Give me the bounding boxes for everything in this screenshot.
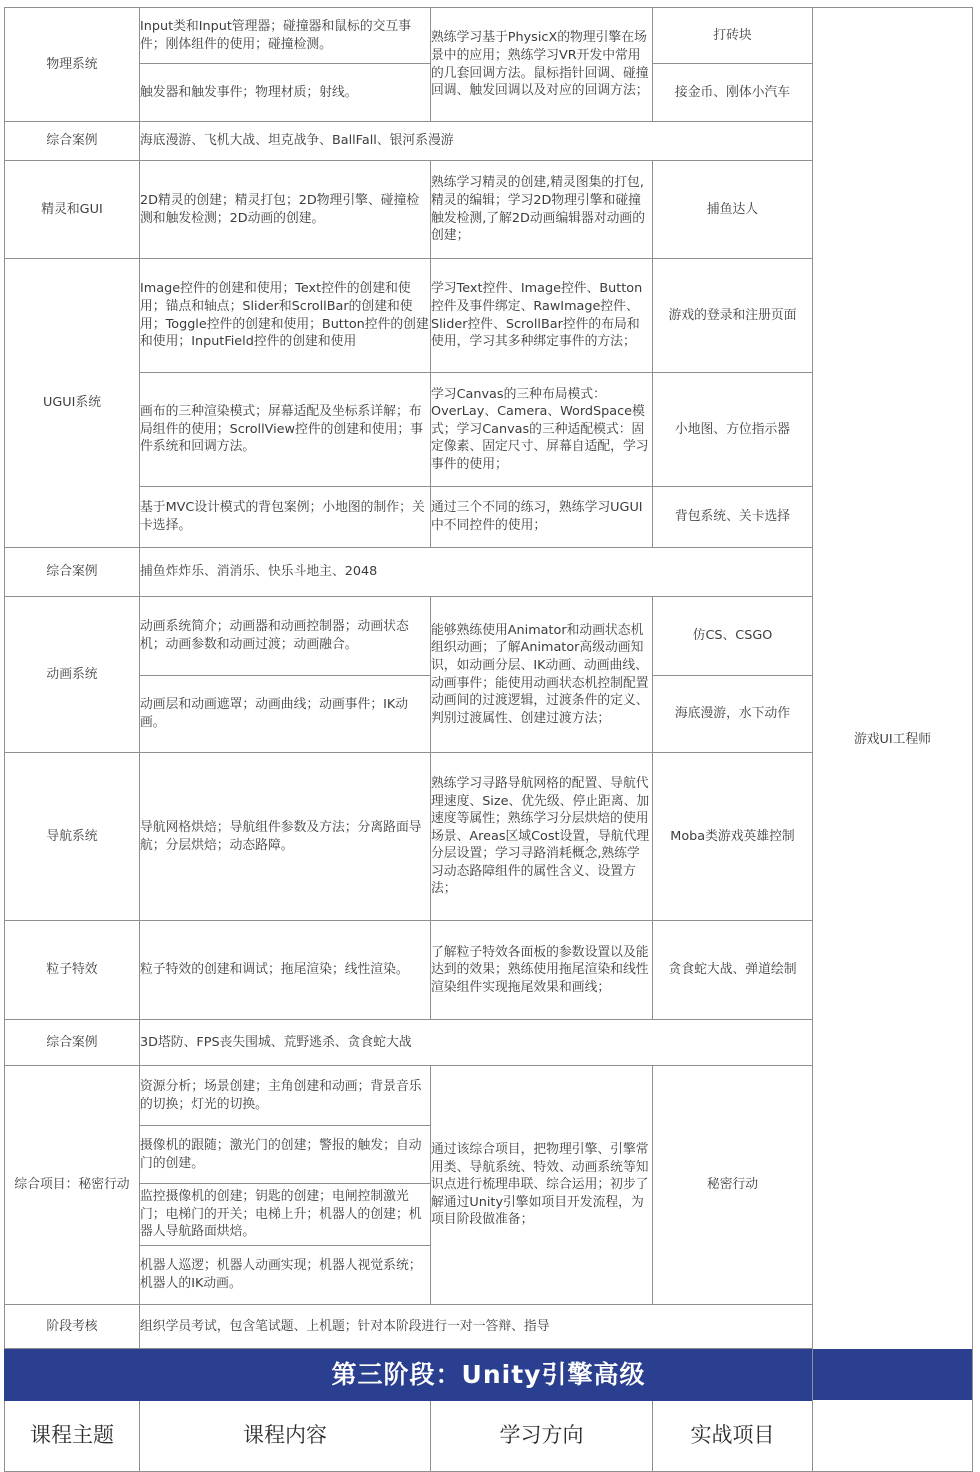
content-physics-a: Input类和Input管理器；碰撞器和鼠标的交互事件；刚体组件的使用；碰撞检测。 (140, 8, 431, 64)
phase-title: 第三阶段：Unity引擎高级 (5, 1349, 973, 1401)
content-animation-b: 动画层和动画遮罩；动画曲线；动画事件；IK动画。 (140, 676, 431, 753)
topic-sprite-gui: 精灵和GUI (5, 161, 140, 259)
topic-secret-op: 综合项目：秘密行动 (5, 1066, 140, 1305)
content-ugui-b: 画布的三种渲染模式；屏幕适配及坐标系详解；布局组件的使用；ScrollView控件的创建和使用；事件系统和回调方法。 (140, 373, 431, 487)
direction-particle: 了解粒子特效各面板的参数设置以及能达到的效果；熟练使用拖尾渲染和线性渲染组件实现拖尾效果和画线； (431, 921, 653, 1020)
content-particle: 粒子特效的创建和调试；拖尾渲染；线性渲染。 (140, 921, 431, 1020)
project-physics-b: 接金币、刚体小汽车 (653, 64, 813, 122)
direction-physics: 熟练学习基于PhysicX的物理引擎在场景中的应用；熟练学习VR开发中常用的几套回调方法。鼠标指针回调、碰撞回调、触发回调以及对应的回调方法； (431, 8, 653, 122)
content-secret-op-b: 摄像机的跟随；激光门的创建；警报的触发；自动门的创建。 (140, 1126, 431, 1184)
header-content: 课程内容 (140, 1401, 431, 1472)
content-secret-op-a: 资源分析；场景创建；主角创建和动画；背景音乐的切换；灯光的切换。 (140, 1066, 431, 1126)
content-case-3: 3D塔防、FPS丧失围城、荒野逃杀、贪食蛇大战 (140, 1020, 813, 1066)
project-physics-a: 打砖块 (653, 8, 813, 64)
project-particle: 贪食蛇大战、弹道绘制 (653, 921, 813, 1020)
direction-animation: 能够熟练使用Animator和动画状态机组织动画；了解Animator高级动画知识，如动画分层、IK动画、动画曲线、动画事件；能使用动画状态机控制配置动画间的过渡逻辑，过渡条件的定义、判别过渡属性、创建过渡方法； (431, 597, 653, 753)
content-secret-op-c: 监控摄像机的创建；钥匙的创建；电闸控制激光门；电梯门的开关；电梯上升；机器人的创建；机器人导航路面烘焙。 (140, 1184, 431, 1246)
header-topic: 课程主题 (5, 1401, 140, 1472)
content-ugui-c: 基于MVC设计模式的背包案例；小地图的制作；关卡选择。 (140, 487, 431, 548)
topic-physics: 物理系统 (5, 8, 140, 122)
topic-particle: 粒子特效 (5, 921, 140, 1020)
topic-navigation: 导航系统 (5, 753, 140, 921)
topic-case-3: 综合案例 (5, 1020, 140, 1066)
content-navigation: 导航网格烘焙；导航组件参数及方法；分离路面导航；分层烘焙；动态路障。 (140, 753, 431, 921)
project-animation-b: 海底漫游，水下动作 (653, 676, 813, 753)
project-sprite-gui: 捕鱼达人 (653, 161, 813, 259)
topic-ugui: UGUI系统 (5, 259, 140, 548)
content-case-1: 海底漫游、飞机大战、坦克战争、BallFall、银河系漫游 (140, 122, 813, 161)
content-secret-op-d: 机器人巡逻；机器人动画实现；机器人视觉系统；机器人的IK动画。 (140, 1246, 431, 1305)
content-case-2: 捕鱼炸炸乐、消消乐、快乐斗地主、2048 (140, 548, 813, 597)
direction-sprite-gui: 熟练学习精灵的创建,精灵图集的打包,精灵的编辑；学习2D物理引擎和碰撞触发检测,了解2D动画编辑器对动画的创建； (431, 161, 653, 259)
topic-exam: 阶段考核 (5, 1305, 140, 1349)
content-sprite-gui: 2D精灵的创建；精灵打包；2D物理引擎、碰撞检测和触发检测；2D动画的创建。 (140, 161, 431, 259)
header-project: 实战项目 (653, 1401, 813, 1472)
project-ugui-a: 游戏的登录和注册页面 (653, 259, 813, 373)
topic-case-1: 综合案例 (5, 122, 140, 161)
direction-navigation: 熟练学习寻路导航网格的配置、导航代理速度、Size、优先级、停止距离、加速度等属性；熟练学习分层烘焙的使用场景、Areas区域Cost设置，导航代理分层设置；学习寻路消耗概念,熟练学习动态路障组件的属性含义、设置方法； (431, 753, 653, 921)
project-ugui-b: 小地图、方位指示器 (653, 373, 813, 487)
job-direction: 游戏UI工程师 (813, 8, 973, 1472)
direction-secret-op: 通过该综合项目，把物理引擎、引擎常用类、导航系统、特效、动画系统等知识点进行梳理串联、综合运用；初步了解通过Unity引擎如项目开发流程，为项目阶段做准备； (431, 1066, 653, 1305)
curriculum-table (4, 7, 973, 1472)
direction-ugui-c: 通过三个不同的练习，熟练学习UGUI中不同控件的使用； (431, 487, 653, 548)
content-ugui-a: Image控件的创建和使用；Text控件的创建和使用；锚点和轴点；Slider和ScrollBar的创建和使用；Toggle控件的创建和使用；Button控件的创建和使用；InputField控件的创建和使用 (140, 259, 431, 373)
header-direction: 学习方向 (431, 1401, 653, 1472)
project-ugui-c: 背包系统、关卡选择 (653, 487, 813, 548)
content-exam: 组织学员考试，包含笔试题、上机题；针对本阶段进行一对一答辩、指导 (140, 1305, 813, 1349)
project-animation-a: 仿CS、CSGO (653, 597, 813, 676)
content-animation-a: 动画系统简介；动画器和动画控制器；动画状态机；动画参数和动画过渡；动画融合。 (140, 597, 431, 676)
project-secret-op: 秘密行动 (653, 1066, 813, 1305)
topic-case-2: 综合案例 (5, 548, 140, 597)
content-physics-b: 触发器和触发事件；物理材质；射线。 (140, 64, 431, 122)
direction-ugui-b: 学习Canvas的三种布局模式：OverLay、Camera、WordSpace模式；学习Canvas的三种适配模式：固定像素、固定尺寸、屏幕自适配，学习事件的使用； (431, 373, 653, 487)
direction-ugui-a: 学习Text控件、Image控件、Button控件及事件绑定、RawImage控件、Slider控件、ScrollBar控件的布局和使用，学习其多种绑定事件的方法； (431, 259, 653, 373)
topic-animation: 动画系统 (5, 597, 140, 753)
project-navigation: Moba类游戏英雄控制 (653, 753, 813, 921)
